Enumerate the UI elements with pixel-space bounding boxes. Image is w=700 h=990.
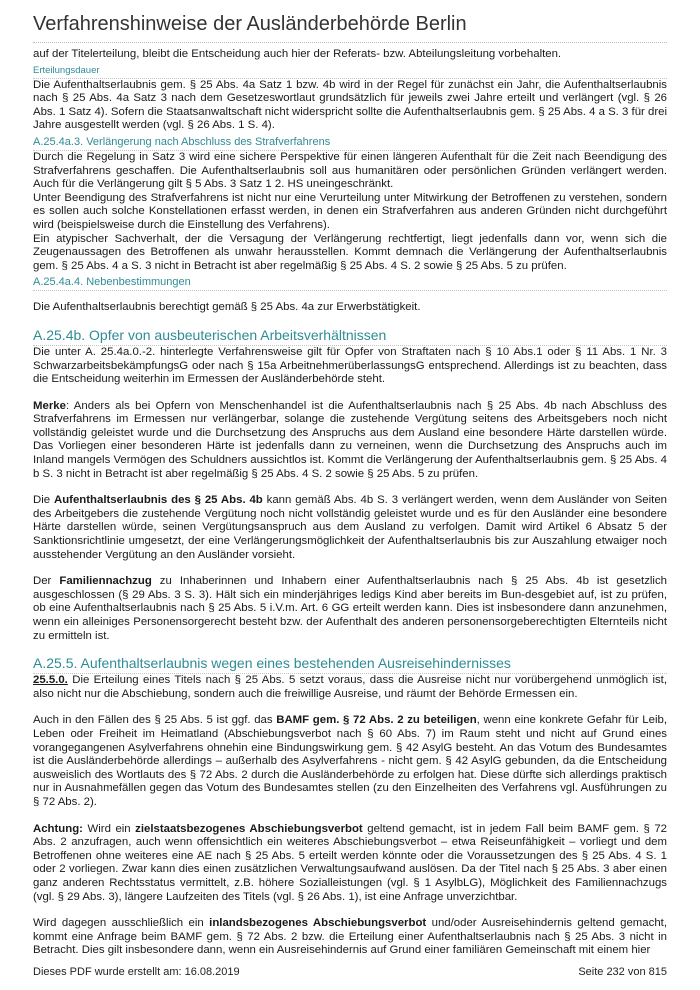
text-run: Der bbox=[33, 575, 60, 588]
paragraph-a3-3: Ein atypischer Sachverhalt, der die Versagung der Verlängerung rechtfertigt, liegt jedenfalls dann vor, wenn sich die Zeugenaussagen des Betroffenen als unwahr herausstellen. Kommt demnach die Verlängerung der Aufenthaltserlaubnis gem. § 25 Abs. 4 a S. 3 nicht in Betracht ist aber regelmäßig § 25 Abs. 4 S. 2 sowie § 25 Abs. 5 zu prüfen. bbox=[33, 232, 667, 272]
paragraph-5-0 bbox=[33, 674, 667, 701]
text-run: Die Erteilung eines Titels nach § 25 Abs. 5 setzt voraus, dass die Ausreise nicht nur vorübergehend unmöglich ist, also nicht nur die Abschiebung, sondern auch die freiwillige Ausreise, und räumt der Behörde Ermessen ein. bbox=[33, 674, 667, 700]
merke-label: Merke bbox=[33, 399, 66, 412]
heading-a25-5: A.25.5. Aufenthaltserlaubnis wegen eines bestehenden Ausreisehindernisses bbox=[33, 655, 667, 674]
merke-text: : Anders als bei Opfern von Menschenhandel ist die Aufenthaltserlaubnis nach § 25 Abs. 4b nach Abschluss des Strafverfahrens im Ermessen nur verlängerbar, solange die zustehende Vergütung seitens des Arbeitsgebers noch nicht vollständig geleistet wurde und die Durchsetzung des Anspruchs aus dem Ausland eine besondere Härte darstellen würde. Das Vorliegen einer besonderen Härte ist jedenfalls dann zu verneinen, wenn die Durchsetzung des Anspruchs auch im Inland mangels Vermögen des Schuldners aussichtlos ist. Kommt die Verlängerung der Aufenthaltserlaubnis gem. § 25 Abs. 4 b S. 3 nicht in Betracht ist aber regelmäßig § 25 Abs. 4 S. 2 sowie § 25 Abs. 5 zu prüfen. bbox=[33, 399, 667, 480]
page-title: Verfahrenshinweise der Ausländerbehörde Berlin bbox=[33, 12, 667, 43]
paragraph-a3-2: Unter Beendigung des Strafverfahrens ist nicht nur eine Verurteilung unter Mitwirkung der Betroffenen zu verstehen, sondern es sollen auch solche Konstellationen erfasst werden, in denen ein Strafverfahren aus anderen Gründen nicht durchgeführt wird (beispielsweise durch die Einstellung des Verfahrens). bbox=[33, 191, 667, 231]
document-page bbox=[33, 0, 667, 958]
text-run: Wird dagegen ausschließlich ein bbox=[33, 917, 210, 930]
section-number: 25.5.0. bbox=[33, 674, 68, 687]
paragraph-achtung bbox=[33, 823, 667, 905]
heading-a25-4b: A.25.4b. Opfer von ausbeuterischen Arbeitsverhältnissen bbox=[33, 327, 667, 346]
paragraph-duration: Die Aufenthaltserlaubnis gem. § 25 Abs. 4a Satz 1 bzw. 4b wird in der Regel für zunächst ein Jahr, die Aufenthaltserlaubnis nach § 25 Abs. 4a Satz 3 nach dem Gesetzeswortlaut grundsätzlich für jeweils zwei Jahre erteilt und verlängert (vgl. § 26 Abs. 1 Satz 4). Sofern die Staatsanwaltschaft nicht widerspricht sollte die Aufenthaltserlaubnis gem. § 25 Abs. 4 a S. 3 für drei Jahre ausgestellt werden (vgl. § 26 Abs. 1 S. 4). bbox=[33, 78, 667, 132]
text-run: und/oder Ausreisehindernis geltend gemacht, kommt eine Anfrage beim BAMF gem. § 72 Abs. 2 bzw. die Erteilung einer Aufenthaltserlaubnis nach § 25 Abs. 3 nicht in Betracht. Dies gilt insbesondere dann, wenn ein Ausreisehindernis auf Grund einer familiären Gemeinschaft mit einem hier bbox=[33, 917, 667, 957]
bold-run: Familiennachzug bbox=[59, 575, 152, 588]
paragraph-inlandsbezogen bbox=[33, 917, 667, 958]
bold-run: Aufenthaltserlaubnis des § 25 Abs. 4b bbox=[53, 494, 263, 507]
text-run: Wird ein bbox=[82, 822, 136, 835]
footer-created-date: Dieses PDF wurde erstellt am: 16.08.2019 bbox=[33, 966, 240, 978]
achtung-label: Achtung: bbox=[33, 822, 83, 835]
paragraph-a3-1: Durch die Regelung in Satz 3 wird eine sichere Perspektive für einen längeren Aufenthalt für die Zeit nach Beendigung des Strafverfahrens geschaffen. Die Aufenthaltserlaubnis soll aus humanitären oder persönlichen Gründen verlängert werden. Auch für die Verlängerung gilt § 5 Abs. 3 Satz 1 2. HS uneingeschränkt. bbox=[33, 150, 667, 191]
text-run: Die bbox=[33, 494, 54, 507]
paragraph-a4: Die Aufenthaltserlaubnis berechtigt gemäß § 25 Abs. 4a zur Erwerbstätigkeit. bbox=[33, 301, 421, 314]
page-footer bbox=[33, 966, 667, 978]
text-run: Auch in den Fällen des § 25 Abs. 5 ist ggf. das bbox=[33, 714, 277, 727]
subheading-erteilungsdauer: Erteilungsdauer bbox=[33, 65, 667, 79]
paragraph-merke bbox=[33, 400, 667, 482]
paragraph-4b-3 bbox=[33, 575, 667, 643]
subheading-a25-4a-4: A.25.4a.4. Nebenbestimmungen bbox=[33, 276, 667, 291]
bold-run: BAMF gem. § 72 Abs. 2 zu beteiligen bbox=[276, 714, 477, 727]
paragraph-4b-1: Die unter A. 25.4a.0.-2. hinterlegte Verfahrensweise gilt für Opfer von Straftaten nach § 10 Abs.1 oder § 11 Abs. 1 Nr. 3 SchwarzarbeitsbekämpfungsG oder nach § 15a ArbeitnehmerüberlassungsG entsprechend. Allerdings ist zu beachten, dass die Entscheidung weiterhin im Ermessen der Ausländerbehörde steht. bbox=[33, 345, 667, 386]
bold-run: inlandsbezogenes Abschiebungsverbot bbox=[209, 917, 427, 930]
subheading-a25-4a-3: A.25.4a.3. Verlängerung nach Abschluss des Strafverfahrens bbox=[33, 136, 667, 151]
paragraph-4b-2 bbox=[33, 494, 667, 562]
paragraph-intro: auf der Titelerteilung, bleibt die Entscheidung auch hier der Referats- bzw. Abteilungsleitung vorbehalten. bbox=[33, 48, 562, 60]
text-run: kann gemäß Abs. 4b S. 3 verlängert werden, wenn dem Ausländer von Seiten des Arbeitgebers die zustehende Vergütung noch nicht vollständig geleistet wurde und es für den Ausländer eine besondere Härte darstellen würde, seinen Vergütungsanspruch aus dem Ausland zu verfolgen. Damit wird Artikel 6 Absatz 5 der Sanktionsrichtlinie umgesetzt, der eine Verlängerungsmöglichkeit der Aufenthaltserlaubnis bis zur Auszahlung etwaiger noch ausstehender Vergütung an den Ausländer vorsieht. bbox=[33, 494, 667, 561]
paragraph-bamf bbox=[33, 714, 667, 809]
bold-run: zielstaatsbezogenes Abschiebungsverbot bbox=[135, 822, 363, 835]
footer-page-number: Seite 232 von 815 bbox=[578, 966, 667, 978]
text-run: , wenn eine konkrete Gefahr für Leib, Leben oder Freiheit im Heimatland (Abschiebungsverbot nach § 60 Abs. 7) im Raum steht und nicht auf Grund eines vorangegangenen Asylverfahrens ohnehin eine Bindungswirkung gem. § 42 AsylG besteht. An das Votum des Bundesamtes ist die Ausländerbehörde allerdings – außerhalb des Asylverfahrens - nicht gem. § 42 AsylG gebunden, da die Entscheidung ausweislich des Wortlauts des § 72 Abs. 2 durch die Ausländerbehörde zu erfolgen hat. Diese dürfte sich allerdings praktisch nur in Ausnahmefällen gegen das Votum des Bundesamtes stellen (zu den Einzelheiten des Verfahrens vgl. Ausführungen zu § 72 Abs. 2). bbox=[33, 714, 667, 808]
text-run: zu Inhaberinnen und Inhabern einer Aufenthaltserlaubnis nach § 25 Abs. 4b ist gesetzlich ausgeschlossen (§ 29 Abs. 3 S. 3). Hält sich ein minderjähriges ledigs Kind aber bereits im Bun-desgebiet auf, ist zu prüfen, ob eine Aufenthaltserlaubnis nach § 25 Abs. 5 i.V.m. Art. 6 GG erteilt werden kann. Dies ist insbesondere dann anzunehmen, wenn ein alleiniges Personensorgerecht besteht bzw. der Aufenthalt des anderen personensorgeberechtigten Elternteils nicht zu ermitteln ist. bbox=[33, 575, 667, 642]
text-run: geltend gemacht, ist in jedem Fall beim BAMF gem. § 72 Abs. 2 anzufragen, auch wenn offensichtlich ein weiteres Abschiebungsverbot – etwa Reiseunfähigkeit – vorliegt und dem Betroffenen ohne weiteres eine AE nach § 25 Abs. 5 erteilt werden könnte oder die Voraussetzungen des § 25 Abs. 4 S. 1 oder 2 vorliegen. Zwar kann dies einen zusätzlichen Verwaltungsaufwand auslösen. Da der Titel nach § 25 Abs. 3 aber einen ganz anderen Rechtsstatus vermittelt, z.B. höhere Sozialleistungen (vgl. § 1 AsylbLG), Möglichkeit des Familiennachzugs (vgl. § 29 Abs. 3), längere Laufzeiten des Titels (vgl. § 26 Abs. 1), ist eine Anfrage unverzichtbar. bbox=[33, 822, 667, 903]
